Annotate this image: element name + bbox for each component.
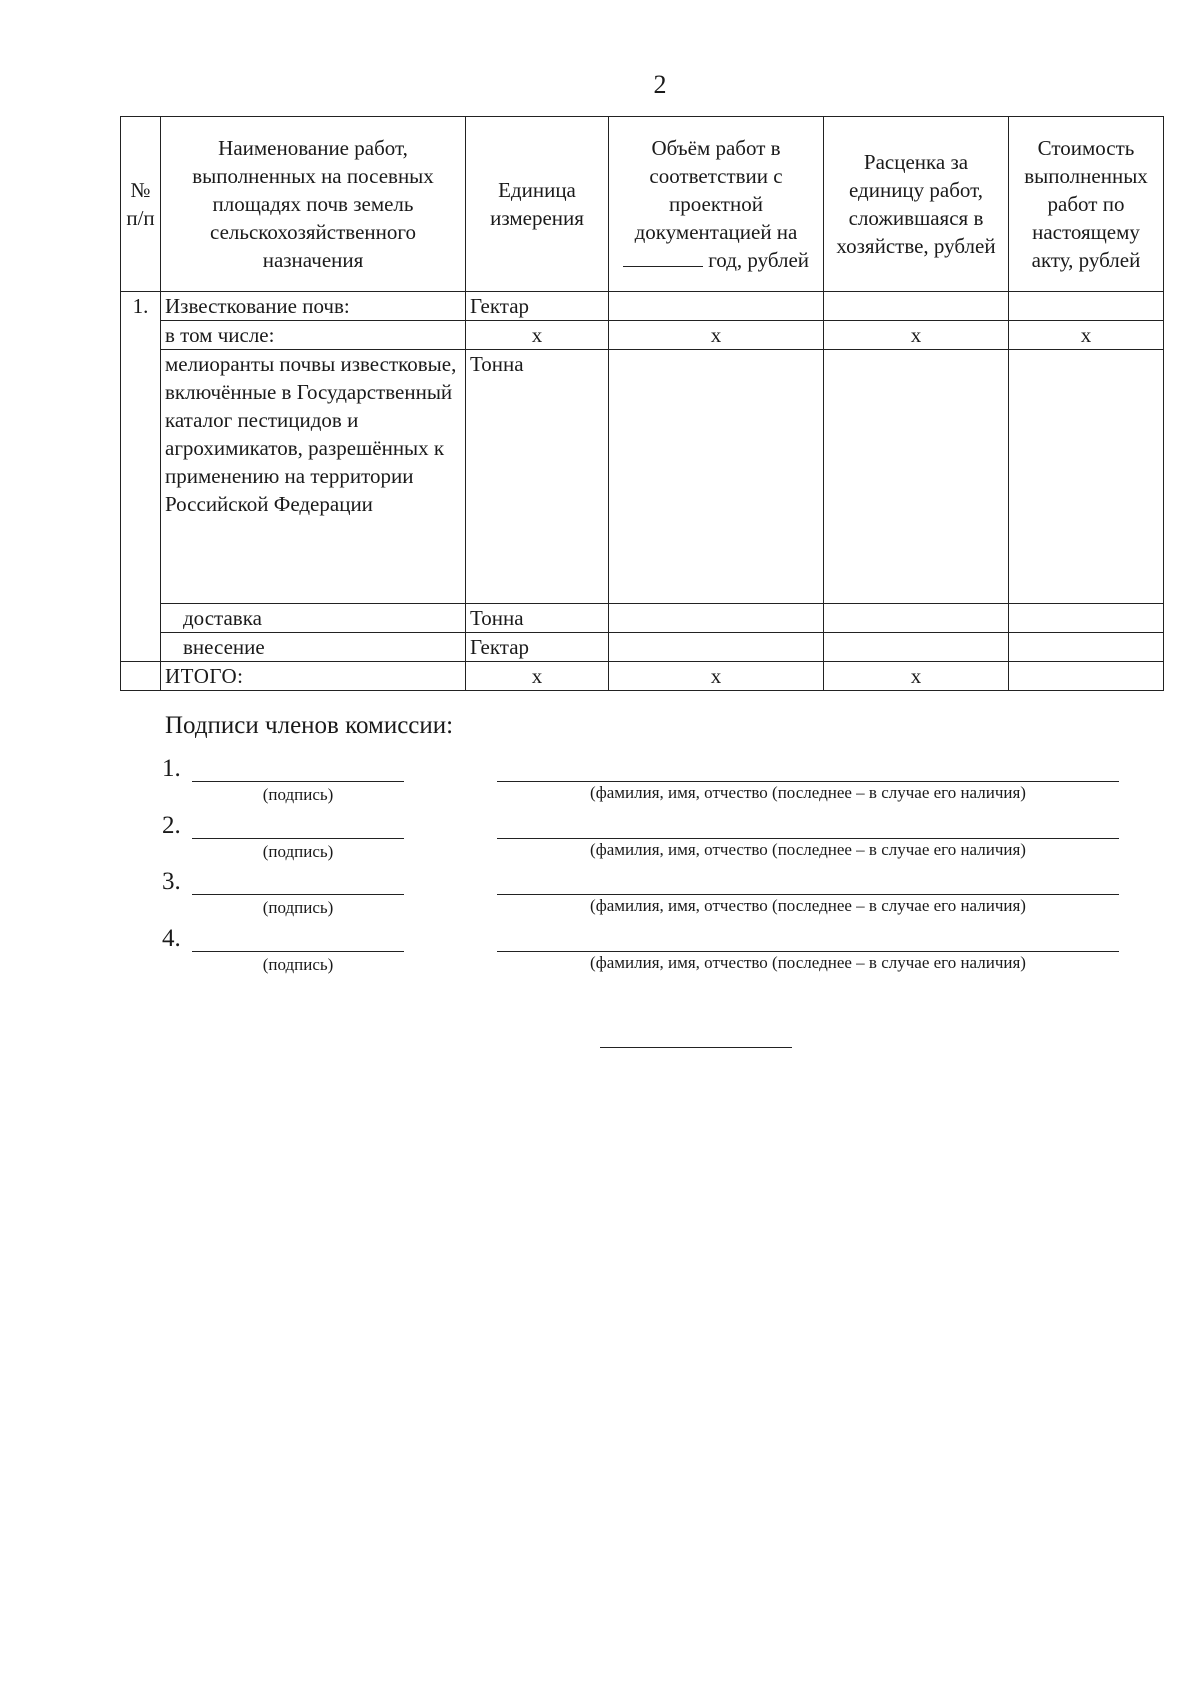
row-cost [1009,604,1164,633]
total-unit: x [466,662,609,691]
table-row [121,604,1164,633]
signature-number: 4. [162,925,181,952]
row-name: в том числе: [161,321,466,350]
row-unit: x [466,321,609,350]
total-volume: x [609,662,824,691]
signature-number: 2. [162,812,181,839]
row-cost [1009,292,1164,321]
total-cost [1009,662,1164,691]
row-unit: Тонна [466,604,609,633]
row-volume [609,604,824,633]
row-cost [1009,350,1164,604]
row-rate [824,350,1009,604]
signature-line [192,951,404,952]
row-name: внесение [161,633,466,662]
row-rate [824,292,1009,321]
signature-number: 3. [162,868,181,895]
header-volume [609,117,824,292]
row-volume [609,350,824,604]
row-cost: x [1009,321,1164,350]
total-label: ИТОГО: [161,662,466,691]
table-row [121,350,1164,604]
signature-row [162,868,1122,924]
signature-caption: (подпись) [262,842,334,861]
row-cost [1009,633,1164,662]
name-caption: (фамилия, имя, отчество (последнее – в случае его наличия) [590,896,1026,915]
table-row [121,633,1164,662]
row-name: доставка [161,604,466,633]
document-end-line [600,1047,792,1048]
row-name: Известкование почв: [161,292,466,321]
name-line [497,894,1119,895]
row-rate [824,633,1009,662]
row-volume: x [609,321,824,350]
signature-caption: (подпись) [262,898,334,917]
signature-line [192,894,404,895]
row-name: мелиоранты почвы известковые, включённые в Государственный каталог пестицидов и агрохимикатов, разрешённых к применению на территории Российской Федерации [161,350,466,604]
row-num: 1. [121,292,161,662]
signature-number: 1. [162,755,181,782]
header-num: № п/п [121,117,161,292]
row-rate [824,604,1009,633]
total-num [121,662,161,691]
signature-row [162,812,1122,868]
signature-line [192,838,404,839]
total-rate: x [824,662,1009,691]
header-unit: Единица измерения [466,117,609,292]
name-caption: (фамилия, имя, отчество (последнее – в случае его наличия) [590,783,1026,802]
row-unit: Гектар [466,633,609,662]
name-caption: (фамилия, имя, отчество (последнее – в случае его наличия) [590,840,1026,859]
signatures-title: Подписи членов комиссии: [165,712,454,739]
row-volume [609,292,824,321]
row-unit: Тонна [466,350,609,604]
table-row [121,321,1164,350]
header-cost: Стоимость выполненных работ по настоящему акту, рублей [1009,117,1164,292]
table-header-row [121,117,1164,292]
row-volume [609,633,824,662]
signature-row [162,755,1122,811]
table-row [121,292,1164,321]
name-line [497,781,1119,782]
name-line [497,951,1119,952]
signature-caption: (подпись) [262,955,334,974]
page-number: 2 [653,70,667,99]
header-volume-text: Объём работ в соответствии с проектной документацией на [634,136,798,244]
row-rate: x [824,321,1009,350]
header-name: Наименование работ, выполненных на посевных площадях почв земель сельскохозяйственного назначения [161,117,466,292]
works-table [120,116,1164,691]
signature-line [192,781,404,782]
header-volume-tail: год, рублей [708,248,810,272]
year-blank-line [623,248,703,267]
signature-caption: (подпись) [262,785,334,804]
signature-row [162,925,1122,981]
name-caption: (фамилия, имя, отчество (последнее – в случае его наличия) [590,953,1026,972]
header-rate: Расценка за единицу работ, сложившаяся в хозяйстве, рублей [824,117,1009,292]
row-unit: Гектар [466,292,609,321]
name-line [497,838,1119,839]
table-total-row [121,662,1164,691]
